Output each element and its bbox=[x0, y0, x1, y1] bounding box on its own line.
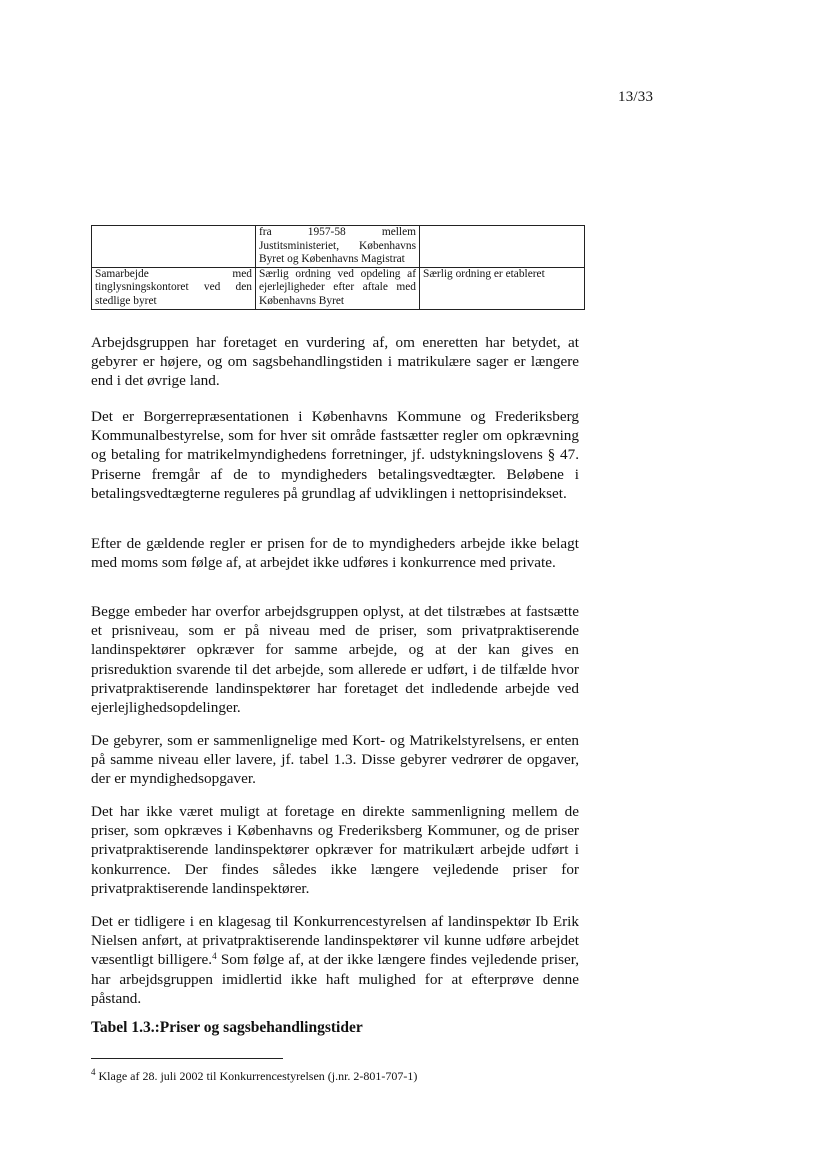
table-cell bbox=[92, 226, 256, 268]
table-row bbox=[92, 267, 585, 309]
table-cell: fra 1957-58 mellem Justitsministeriet, Københavns Byret og Københavns Magistrat bbox=[256, 226, 420, 268]
document-table bbox=[91, 225, 585, 310]
body-paragraph: Det har ikke været muligt at foretage en direkte sammenligning mellem de priser, som opkræves i Københavns og Frederiksberg Kommuner, og de priser privatpraktiserende landinspektører opkræver for matrikulært arbejde udført i konkurrence. Der findes således ikke længere vejledende priser for privatpraktiserende landinspektører. bbox=[91, 803, 579, 897]
body-paragraph: De gebyrer, som er sammenlignelige med Kort- og Matrikelstyrelsens, er enten på samme niveau eller lavere, jf. tabel 1.3. Disse gebyrer vedrører de opgaver, der er myndighedsopgaver. bbox=[91, 732, 579, 788]
body-paragraph: Efter de gældende regler er prisen for de to myndigheders arbejde ikke belagt med moms som følge af, at arbejdet ikke udføres i konkurrence med private. bbox=[91, 535, 579, 572]
footnote-text: Klage af 28. juli 2002 til Konkurrencestyrelsen (j.nr. 2-801-707-1) bbox=[95, 1069, 418, 1083]
table-cell: Samarbejde med tinglysningskontoret ved den stedlige byret bbox=[92, 267, 256, 309]
body-paragraph: Det er Borgerrepræsentationen i Københavns Kommune og Frederiksberg Kommunalbestyrelse, som for hver sit område fastsætter regler om opkrævning og betaling for matrikelmyndighedens forretninger, jf. udstykningslovens § 47. Priserne fremgår af de to myndigheders betalingsvedtægter. Beløbene i betalingsvedtægterne reguleres på grundlag af udviklingen i nettoprisindekset. bbox=[91, 408, 579, 502]
table-row bbox=[92, 226, 585, 268]
page-number: 13/33 bbox=[618, 89, 654, 105]
table-cell: Særlig ordning ved opdeling af ejerlejligheder efter aftale med Københavns Byret bbox=[256, 267, 420, 309]
table-caption: Tabel 1.3.:Priser og sagsbehandlingstider bbox=[91, 1019, 363, 1036]
body-paragraph: Begge embeder har overfor arbejdsgruppen oplyst, at det tilstræbes at fastsætte et prisniveau, som er på niveau med de priser, som privatpraktiserende landinspektører opkræver for samme arbejde, og at der kan gives en prisreduktion svarende til det arbejde, som allerede er udført, i de tilfælde hvor privatpraktiserende landinspektører har foretaget det indledende arbejde ved ejerlejlighedsopdelinger. bbox=[91, 603, 579, 717]
footnote-marker: 4 bbox=[91, 1067, 96, 1077]
table-cell bbox=[420, 226, 585, 268]
table-cell: Særlig ordning er etableret bbox=[420, 267, 585, 309]
footnote bbox=[91, 1069, 417, 1084]
paragraph-text: Det er tidligere i en klagesag til Konkurrencestyrelsen af landinspektør Ib Erik Nielsen anført, at privatpraktiserende landinspektører vil kunne udføre arbejdet væsentligt billigere. bbox=[91, 913, 579, 969]
footnote-divider bbox=[91, 1058, 283, 1059]
body-paragraph: Arbejdsgruppen har foretaget en vurdering af, om eneretten har betydet, at gebyrer er højere, og om sagsbehandlingstiden i matrikulære sager er længere end i det øvrige land. bbox=[91, 334, 579, 390]
footnote-reference[interactable]: 4 bbox=[212, 951, 217, 962]
paragraph-text: Som følge af, at der ikke længere findes vejledende priser, har arbejdsgruppen imidlertid ikke haft mulighed for at efterprøve denne påstand. bbox=[91, 951, 579, 1007]
body-paragraph bbox=[91, 912, 579, 1008]
